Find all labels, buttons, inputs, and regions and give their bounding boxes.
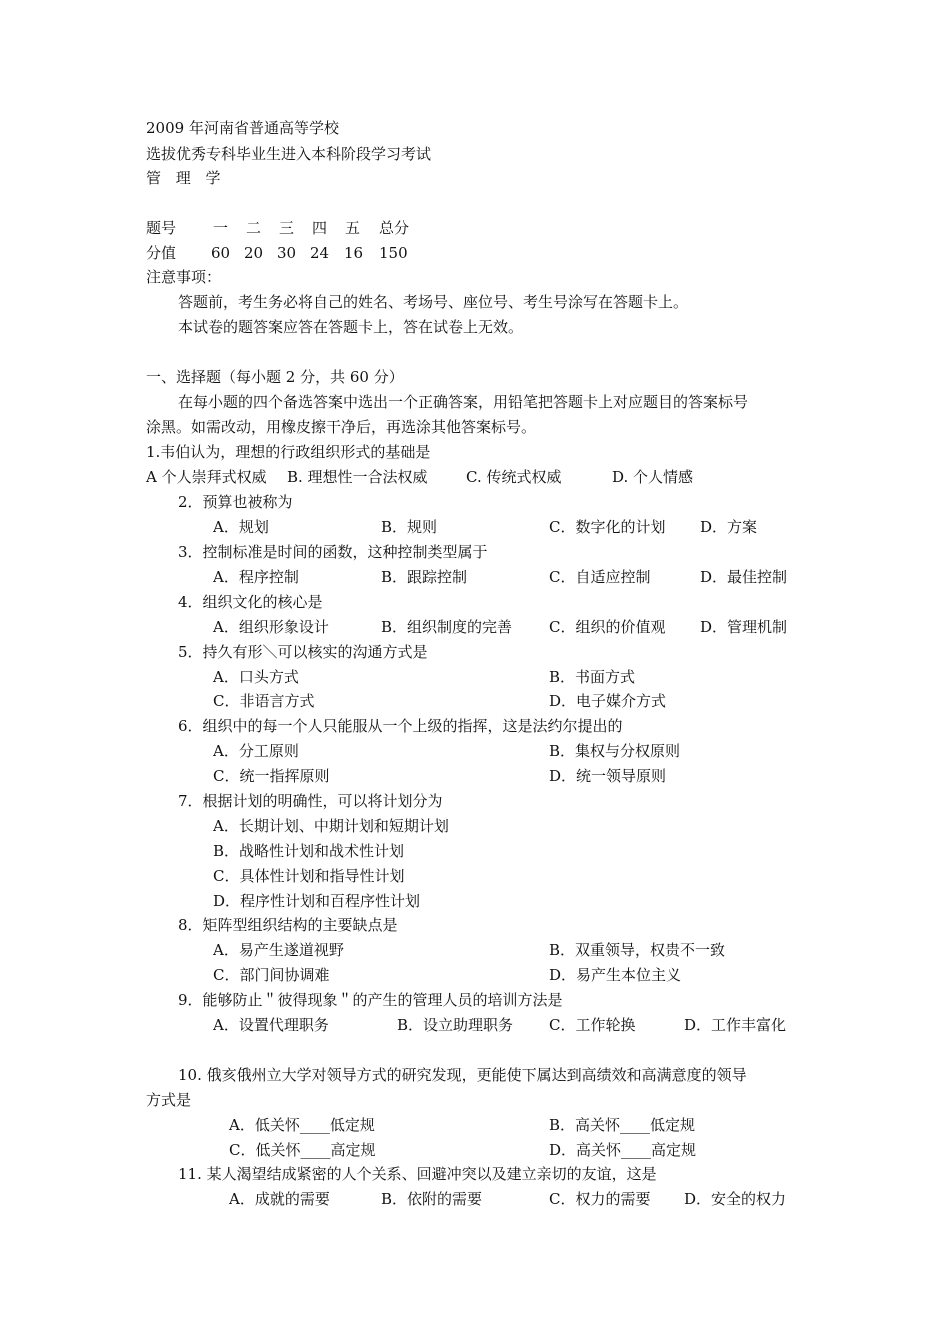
option: D．统一领导原则 (549, 767, 667, 785)
option: D．方案 (700, 518, 758, 536)
notes-item: 答题前，考生务必将自己的姓名、考场号、座位号、考生号涂写在答题卡上。 (178, 293, 689, 311)
option: A．口头方式 (213, 668, 299, 686)
subject-title: 管 理 学 (146, 169, 221, 187)
option: B. 理想性一合法权威 (287, 468, 428, 486)
option: D．最佳控制 (700, 568, 788, 586)
option: B．集权与分权原则 (549, 742, 681, 760)
option: A．规划 (213, 518, 269, 536)
option: C．具体性计划和指导性计划 (213, 867, 405, 885)
option: D．易产生本位主义 (549, 966, 682, 984)
notes-title: 注意事项： (146, 268, 222, 286)
option: D．程序性计划和百程序性计划 (213, 892, 421, 910)
question-stem: 5．持久有形＼可以核实的沟通方式是 (178, 643, 428, 661)
option: D. 个人情感 (612, 468, 694, 486)
option: C．统一指挥原则 (213, 767, 330, 785)
section-instruction: 涂黑。如需改动，用橡皮擦干净后，再选涂其他答案标号。 (146, 418, 537, 436)
option: C. 传统式权威 (466, 468, 562, 486)
question-stem: 4．组织文化的核心是 (178, 593, 323, 611)
score-table-header: 三 (279, 219, 295, 237)
option: B．战略性计划和战术性计划 (213, 842, 405, 860)
option: A．长期计划、中期计划和短期计划 (213, 817, 449, 835)
option: A．低关怀____低定规 (229, 1116, 375, 1134)
option: C．权力的需要 (549, 1190, 651, 1208)
option: A．程序控制 (213, 568, 299, 586)
option: D．工作丰富化 (684, 1016, 787, 1034)
score-table-row-label: 题号 (146, 219, 177, 237)
notes-item: 本试卷的题答案应答在答题卡上，答在试卷上无效。 (178, 318, 524, 336)
question-stem: 11. 某人渴望结成紧密的人个关系、回避冲突以及建立亲切的友谊，这是 (178, 1165, 657, 1183)
option: B．规则 (381, 518, 438, 536)
exam-title-line1: 2009 年河南省普通高等学校 (146, 119, 339, 137)
option: C．数字化的计划 (549, 518, 666, 536)
option: C．部门间协调难 (213, 966, 330, 984)
option: A．易产生遂道视野 (213, 941, 344, 959)
question-stem: 10. 俄亥俄州立大学对领导方式的研究发现，更能使下属达到高绩效和高满意度的领导 (178, 1066, 747, 1084)
option: A．分工原则 (213, 742, 299, 760)
score-table-value: 24 (310, 244, 330, 262)
section-instruction: 在每小题的四个备选答案中选出一个正确答案，用铅笔把答题卡上对应题目的答案标号 (178, 393, 749, 411)
question-stem: 方式是 (146, 1091, 192, 1109)
question-stem: 1.韦伯认为，理想的行政组织形式的基础是 (146, 443, 431, 461)
option: C．自适应控制 (549, 568, 651, 586)
score-table-value: 150 (379, 244, 408, 262)
question-stem: 6．组织中的每一个人只能服从一个上级的指挥，这是法约尔提出的 (178, 717, 623, 735)
question-stem: 7．根据计划的明确性，可以将计划分为 (178, 792, 443, 810)
score-table-value: 16 (344, 244, 364, 262)
option: B．双重领导，权贵不一致 (549, 941, 726, 959)
score-table-value: 60 (211, 244, 231, 262)
score-table-header: 五 (345, 219, 361, 237)
question-stem: 8．矩阵型组织结构的主要缺点是 (178, 916, 398, 934)
question-stem: 9．能够防止＂彼得现象＂的产生的管理人员的培训方法是 (178, 991, 563, 1009)
score-table-header: 一 (213, 219, 229, 237)
option: C．组织的价值观 (549, 618, 666, 636)
question-stem: 3．控制标准是时间的函数，这种控制类型属于 (178, 543, 488, 561)
option: A．设置代理职务 (213, 1016, 329, 1034)
score-table-value: 30 (277, 244, 297, 262)
question-stem: 2．预算也被称为 (178, 493, 293, 511)
score-table-row-label: 分值 (146, 244, 177, 262)
option: B．设立助理职务 (397, 1016, 514, 1034)
option: A．组织形象设计 (213, 618, 329, 636)
option: C．工作轮换 (549, 1016, 636, 1034)
option: A．成就的需要 (229, 1190, 330, 1208)
score-table-header: 二 (246, 219, 262, 237)
option: B．书面方式 (549, 668, 636, 686)
section-title: 一、选择题（每小题 2 分，共 60 分） (146, 368, 404, 386)
option: B．跟踪控制 (381, 568, 468, 586)
option: A 个人崇拜式权威 (146, 468, 267, 486)
option: C．非语言方式 (213, 692, 315, 710)
score-table-header: 四 (312, 219, 328, 237)
exam-title-line2: 选拔优秀专科毕业生进入本科阶段学习考试 (146, 145, 432, 163)
option: D．高关怀____高定规 (549, 1141, 697, 1159)
option: D．电子媒介方式 (549, 692, 667, 710)
option: B．组织制度的完善 (381, 618, 513, 636)
option: B．高关怀____低定规 (549, 1116, 696, 1134)
option: D．管理机制 (700, 618, 788, 636)
option: C．低关怀____高定规 (229, 1141, 376, 1159)
score-table-value: 20 (244, 244, 264, 262)
option: D．安全的权力 (684, 1190, 787, 1208)
option: B．依附的需要 (381, 1190, 483, 1208)
score-table-header: 总分 (379, 219, 410, 237)
